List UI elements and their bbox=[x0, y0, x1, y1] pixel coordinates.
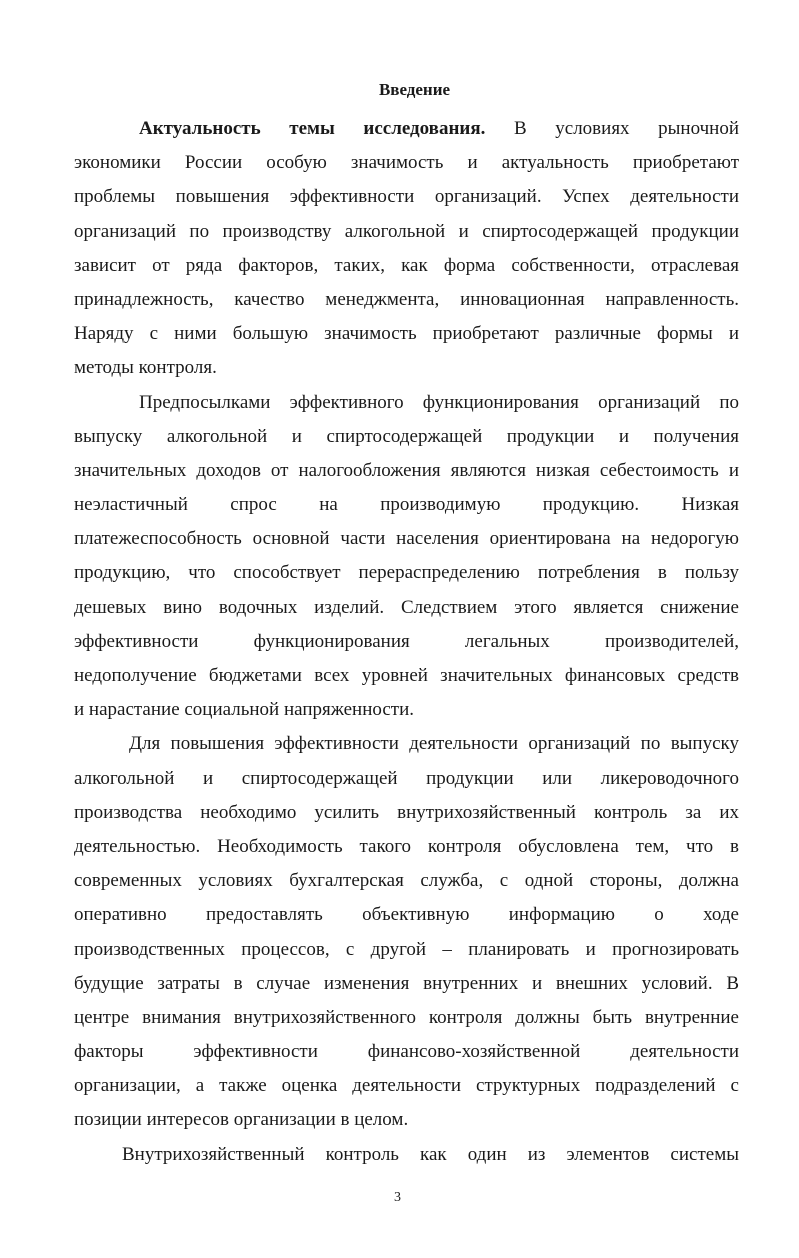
paragraph-line: зависит от ряда факторов, таких, как форма собственности, отраслевая bbox=[74, 254, 739, 276]
paragraph-line: значительных доходов от налогообложения являются низкая себестоимость и bbox=[74, 459, 739, 481]
paragraph-line: Для повышения эффективности деятельности организаций по выпуску bbox=[129, 733, 739, 755]
paragraph-line: оперативно предоставлять объективную информацию о ходе bbox=[74, 904, 739, 926]
document-body bbox=[74, 112, 739, 1172]
paragraph-line: и нарастание социальной напряженности. bbox=[74, 699, 415, 721]
paragraph-line: производственных процессов, с другой – планировать и прогнозировать bbox=[74, 938, 739, 960]
paragraph-line: неэластичный спрос на производимую продукцию. Низкая bbox=[74, 494, 739, 516]
paragraph-line: Внутрихозяйственный контроль как один из элементов системы bbox=[122, 1143, 739, 1165]
paragraph-line: недополучение бюджетами всех уровней значительных финансовых средств bbox=[74, 665, 739, 686]
paragraph-1-line-1 bbox=[74, 112, 739, 146]
paragraph-line: позиции интересов организации в целом. bbox=[74, 1109, 409, 1131]
paragraph-line: Наряду с ними большую значимость приобретают различные формы и bbox=[74, 323, 739, 345]
paragraph-line: будущие затраты в случае изменения внутренних и внешних условий. В bbox=[74, 972, 739, 994]
paragraph-line: алкогольной и спиртосодержащей продукции или ликероводочного bbox=[74, 767, 739, 789]
paragraph-line: центре внимания внутрихозяйственного контроля должны быть внутренние bbox=[74, 1006, 739, 1028]
paragraph-line: платежеспособность основной части населения ориентирована на недорогую bbox=[74, 528, 739, 550]
paragraph-line: методы контроля. bbox=[74, 357, 217, 379]
paragraph-1-line-1-text: В условиях рыночной bbox=[485, 118, 739, 139]
relevance-heading: Актуальность темы исследования. bbox=[139, 118, 486, 139]
paragraph-line: деятельностью. Необходимость такого контроля обусловлена тем, что в bbox=[74, 835, 739, 857]
paragraph-line: Предпосылками эффективного функционирования организаций по bbox=[139, 391, 739, 413]
paragraph-line: проблемы повышения эффективности организаций. Успех деятельности bbox=[74, 186, 739, 208]
paragraph-line: современных условиях бухгалтерская служба, с одной стороны, должна bbox=[74, 870, 739, 892]
paragraph-line: выпуску алкогольной и спиртосодержащей продукции и получения bbox=[74, 425, 739, 447]
paragraph-line: продукцию, что способствует перераспределению потребления в пользу bbox=[74, 562, 739, 584]
paragraph-line: организаций по производству алкогольной и спиртосодержащей продукции bbox=[74, 220, 739, 242]
paragraph-line: дешевых вино водочных изделий. Следствием этого является снижение bbox=[74, 596, 739, 618]
paragraph-line: экономики России особую значимость и актуальность приобретают bbox=[74, 152, 739, 174]
paragraph-line: факторы эффективности финансово-хозяйственной деятельности bbox=[74, 1041, 739, 1063]
page-number: 3 bbox=[394, 1190, 401, 1205]
paragraph-line: производства необходимо усилить внутрихозяйственный контроль за их bbox=[74, 801, 739, 823]
paragraph-line: организации, а также оценка деятельности структурных подразделений с bbox=[74, 1075, 739, 1097]
paragraph-line: принадлежность, качество менеджмента, инновационная направленность. bbox=[74, 288, 739, 310]
paragraph-line: эффективности функционирования легальных производителей, bbox=[74, 630, 739, 652]
page-title: Введение bbox=[378, 80, 451, 99]
